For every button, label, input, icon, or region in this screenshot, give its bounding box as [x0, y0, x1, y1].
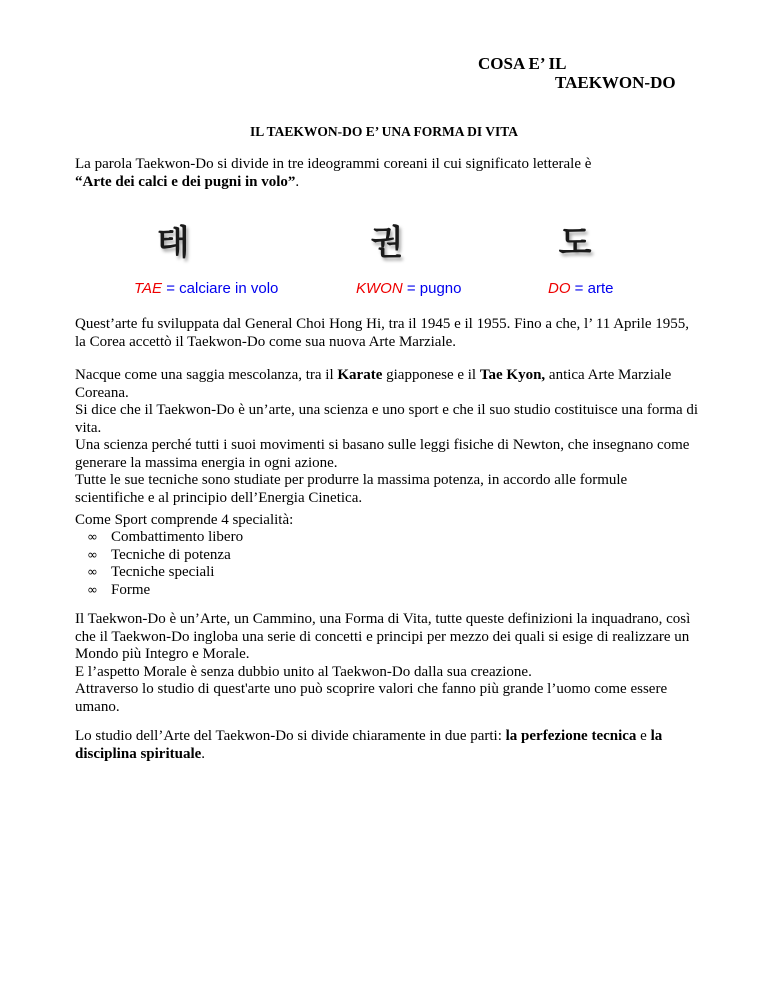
eq-do: =	[570, 280, 588, 297]
title-line-2: TAEKWON-DO	[555, 73, 676, 92]
term-tae: TAE	[134, 280, 163, 297]
list-item-label: Tecniche di potenza	[111, 546, 231, 563]
intro-paragraph	[75, 156, 700, 191]
meaning-tae	[134, 280, 278, 297]
meaning-kwon	[356, 280, 462, 297]
hangul-do-glyph: 도	[558, 223, 592, 263]
philosophy-line-1: Il Taekwon-Do è un’Arte, un Cammino, una Forma di Vita, tutte queste definizioni la inquadrano, così che il Taekwon-Do ingloba una serie di concetti e principi per mezzo dei quali si esige di realizzare un Mondo più Integro e Morale.	[75, 611, 691, 662]
subtitle: IL TAEKWON-DO E’ UNA FORMA DI VITA	[249, 124, 519, 139]
history-paragraph: Quest’arte fu sviluppata dal General Choi Hong Hi, tra il 1945 e il 1955. Fino a che, l’ 11 Aprile 1955, la Corea accettò il Taekwon-Do come sua nuova Arte Marziale.	[75, 316, 690, 350]
list-item	[75, 564, 243, 582]
bullet-icon: ∞	[87, 565, 98, 580]
taekyon-bold: Tae Kyon,	[479, 367, 546, 383]
origin-paragraph	[75, 367, 700, 507]
intro-bold: “Arte dei calci e dei pugni in volo”	[75, 173, 296, 190]
term-kwon: KWON	[356, 280, 403, 297]
conclusion-bold-2: la disciplina spirituale	[75, 728, 663, 762]
list-item-label: Tecniche speciali	[111, 564, 215, 580]
sport-specialties-list	[75, 529, 243, 599]
conclusion-end: .	[201, 745, 206, 762]
conclusion-bold-1: la perfezione tecnica	[505, 728, 637, 744]
intro-end: .	[295, 173, 300, 190]
origin-text-a: Nacque come una saggia mescolanza, tra il	[75, 367, 338, 383]
karate-bold: Karate	[337, 367, 383, 383]
philosophy-line-2: E l’aspetto Morale è senza dubbio unito al Taekwon-Do dalla sua creazione.	[75, 663, 532, 680]
bullet-icon: ∞	[87, 530, 98, 545]
philosophy-line-3: Attraverso lo studio di quest'arte uno può scoprire valori che fanno più grande l’uomo come essere umano.	[75, 681, 668, 715]
sport-intro: Come Sport comprende 4 specialità:	[75, 512, 294, 528]
origin-line-4: Tutte le sue tecniche sono studiate per produrre la massima potenza, in accordo alle formule scientifiche e al principio dell’Energia Cinetica.	[75, 472, 628, 506]
eq-kwon: =	[402, 280, 420, 297]
conclusion-text: Lo studio dell’Arte del Taekwon-Do si divide chiaramente in due parti:	[75, 728, 506, 744]
hangul-kwon-glyph: 권	[370, 223, 404, 263]
list-item	[75, 547, 243, 565]
intro-text: La parola Taekwon-Do si divide in tre ideogrammi coreani il cui significato letterale è	[75, 156, 592, 172]
conclusion-mid: e	[636, 728, 651, 744]
list-item-label: Combattimento libero	[111, 529, 244, 545]
meaning-tae-text: calciare in volo	[179, 280, 279, 297]
eq-tae: =	[162, 280, 180, 297]
list-item-label: Forme	[111, 581, 151, 598]
meaning-do-text: arte	[587, 280, 614, 297]
origin-text-b: giapponese e il	[382, 367, 480, 383]
origin-line-2: Si dice che il Taekwon-Do è un’arte, una scienza e uno sport e che il suo studio costituisce una forma di vita.	[75, 402, 699, 436]
meaning-kwon-text: pugno	[419, 280, 462, 297]
bullet-icon: ∞	[87, 547, 98, 563]
meaning-do	[548, 280, 613, 297]
term-do: DO	[548, 280, 571, 297]
origin-text-c: antica Arte Marziale Coreana.	[75, 367, 672, 401]
hangul-tae-glyph: 태	[156, 223, 190, 263]
list-item	[75, 582, 243, 600]
conclusion-paragraph	[75, 728, 700, 763]
bullet-icon: ∞	[87, 582, 98, 598]
title-line-1: COSA E’ IL	[478, 54, 567, 73]
list-item	[75, 529, 243, 547]
philosophy-paragraph	[75, 611, 700, 716]
origin-line-3: Una scienza perché tutti i suoi movimenti si basano sulle leggi fisiche di Newton, che insegnano come generare la massima energia in ogni azione.	[75, 437, 690, 471]
